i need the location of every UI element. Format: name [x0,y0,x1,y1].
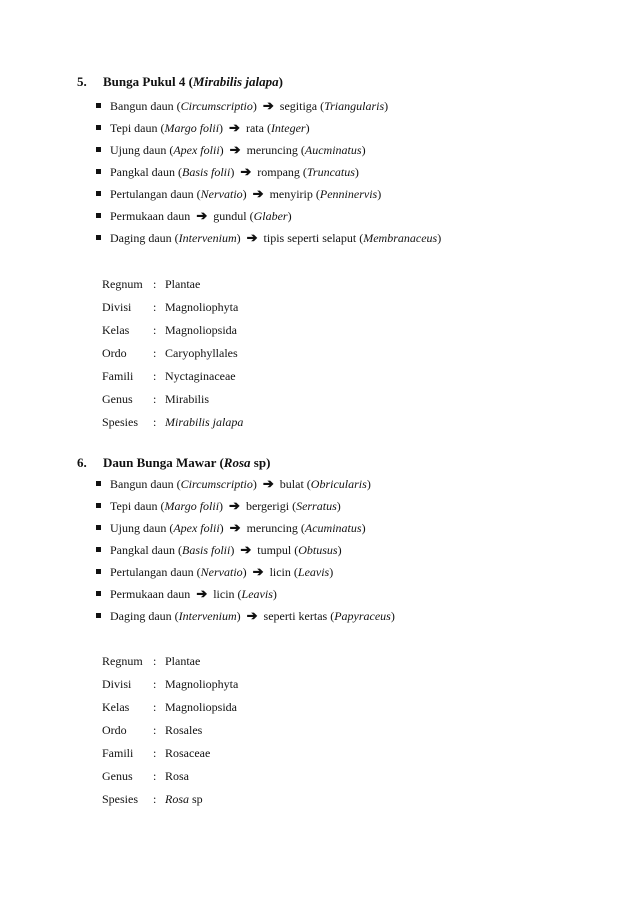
arrow-right-icon: ➔ [262,98,274,113]
arrow-right-icon: ➔ [229,120,240,135]
section-number: 6. [77,455,87,470]
arrow-right-icon: ➔ [196,208,208,223]
list-item: Bangun daun (Circumscriptio) ➔ bulat (Obricularis) [96,473,395,495]
taxonomy-table [102,650,238,811]
list-item: Pangkal daun (Basis folii) ➔ rompang (Truncatus) [96,161,441,183]
taxonomy-row: Kelas : Magnoliopsida [102,323,237,337]
morphology-list [96,473,395,627]
section-latin: Mirabilis jalapa [192,74,279,89]
taxonomy-table [102,273,243,434]
bullet-square-icon [96,103,101,108]
bullet-square-icon [96,613,101,618]
taxonomy-row: Famili : Nyctaginaceae [102,369,236,383]
list-item: Pertulangan daun (Nervatio) ➔ menyirip (Penninervis) [96,183,441,205]
taxonomy-row: Ordo : Caryophyllales [102,346,238,360]
taxonomy-row: Ordo : Rosales [102,723,203,737]
arrow-right-icon: ➔ [246,608,258,623]
bullet-square-icon [96,169,101,174]
section-heading: 5. Bunga Pukul 4 (Mirabilis jalapa) [77,74,283,89]
arrow-right-icon: ➔ [246,230,258,245]
bullet-square-icon [96,591,101,596]
bullet-square-icon [96,213,101,218]
arrow-right-icon: ➔ [262,476,274,491]
bullet-square-icon [96,191,101,196]
bullet-square-icon [96,547,101,552]
taxonomy-row: Regnum : Plantae [102,277,201,291]
list-item: Ujung daun (Apex folii) ➔ meruncing (Acuminatus) [96,517,395,539]
arrow-right-icon: ➔ [229,142,241,157]
arrow-right-icon: ➔ [252,564,264,579]
bullet-square-icon [96,525,101,530]
list-item: Permukaan daun ➔ gundul (Glaber) [96,205,441,227]
taxonomy-row: Regnum : Plantae [102,654,201,668]
list-item: Daging daun (Intervenium) ➔ seperti kertas (Papyraceus) [96,605,395,627]
taxonomy-row: Famili : Rosaceae [102,746,211,760]
bullet-square-icon [96,125,101,130]
list-item: Pertulangan daun (Nervatio) ➔ licin (Leavis) [96,561,395,583]
list-item: Pangkal daun (Basis folii) ➔ tumpul (Obtusus) [96,539,395,561]
section-heading: 6. Daun Bunga Mawar (Rosa sp) [77,455,271,470]
list-item: Tepi daun (Margo folii) ➔ bergerigi (Serratus) [96,495,395,517]
arrow-right-icon: ➔ [196,586,208,601]
list-item: Ujung daun (Apex folii) ➔ meruncing (Aucminatus) [96,139,441,161]
list-item: Daging daun (Intervenium) ➔ tipis seperti selaput (Membranaceus) [96,227,441,249]
section-title: Bunga Pukul 4 [103,74,186,89]
list-item: Tepi daun (Margo folii) ➔ rata (Integer) [96,117,441,139]
arrow-right-icon: ➔ [252,186,264,201]
arrow-right-icon: ➔ [240,164,252,179]
arrow-right-icon: ➔ [240,542,252,557]
taxonomy-row: Divisi : Magnoliophyta [102,300,239,314]
list-item: Permukaan daun ➔ licin (Leavis) [96,583,395,605]
section-number: 5. [77,74,87,89]
taxonomy-row: Genus : Mirabilis [102,392,209,406]
bullet-square-icon [96,569,101,574]
arrow-right-icon: ➔ [229,520,241,535]
bullet-square-icon [96,147,101,152]
list-item: Bangun daun (Circumscriptio) ➔ segitiga (Triangularis) [96,95,441,117]
taxonomy-row: Spesies : Rosa sp [102,792,203,806]
taxonomy-row: Spesies : Mirabilis jalapa [102,415,244,429]
bullet-square-icon [96,503,101,508]
section-title: Daun Bunga Mawar [103,455,217,470]
bullet-square-icon [96,235,101,240]
morphology-list [96,95,441,249]
taxonomy-row: Divisi : Magnoliophyta [102,677,239,691]
taxonomy-row: Kelas : Magnoliopsida [102,700,237,714]
bullet-square-icon [96,481,101,486]
arrow-right-icon: ➔ [229,498,240,513]
section-latin: Rosa [223,455,251,470]
taxonomy-row: Genus : Rosa [102,769,189,783]
